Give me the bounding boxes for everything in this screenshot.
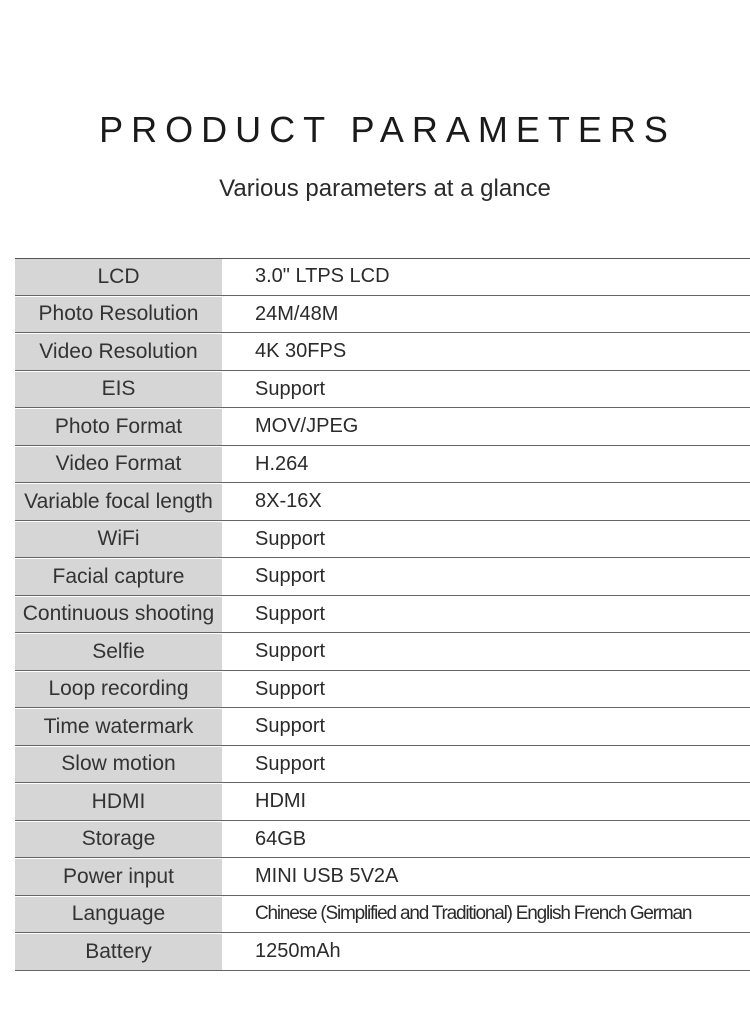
spec-label: Photo Resolution <box>15 297 222 333</box>
spec-value: Support <box>255 377 326 400</box>
spec-value: Support <box>255 602 326 625</box>
spec-label: Loop recording <box>15 672 222 708</box>
spec-value: 1250mAh <box>255 940 341 963</box>
spec-label: HDMI <box>15 784 222 820</box>
spec-row-video-format <box>15 447 750 484</box>
spec-label: Slow motion <box>15 747 222 783</box>
spec-row-wifi <box>15 522 750 559</box>
spec-value: 3.0" LTPS LCD <box>255 265 390 288</box>
spec-value: H.264 <box>255 452 309 475</box>
spec-label: Power input <box>15 859 222 895</box>
spec-value: 24M/48M <box>255 302 339 325</box>
spec-label: Video Format <box>15 447 222 483</box>
spec-row-continuous-shooting <box>15 597 750 634</box>
spec-label: Battery <box>15 934 222 970</box>
spec-label: Selfie <box>15 634 222 670</box>
spec-value: MOV/JPEG <box>255 415 359 438</box>
spec-value: Support <box>255 752 326 775</box>
spec-label: Variable focal length <box>15 484 222 520</box>
page-subtitle: Various parameters at a glance <box>219 175 551 202</box>
spec-row-storage <box>15 822 750 859</box>
spec-row-photo-format <box>15 409 750 446</box>
spec-label: Language <box>15 897 222 933</box>
spec-label: LCD <box>15 259 222 295</box>
spec-value: 4K 30FPS <box>255 340 347 363</box>
spec-value: Support <box>255 715 326 738</box>
spec-row-hdmi <box>15 784 750 821</box>
spec-row-loop-recording <box>15 672 750 709</box>
spec-row-time-watermark <box>15 709 750 746</box>
spec-row-photo-resolution <box>15 297 750 334</box>
spec-label: Continuous shooting <box>15 597 222 633</box>
spec-value: 64GB <box>255 827 307 850</box>
spec-label: Photo Format <box>15 409 222 445</box>
spec-value: Support <box>255 640 326 663</box>
spec-label: EIS <box>15 372 222 408</box>
spec-row-eis <box>15 372 750 409</box>
page-title: PRODUCT PARAMETERS <box>99 109 676 150</box>
spec-label: Time watermark <box>15 709 222 745</box>
spec-value: Support <box>255 527 326 550</box>
spec-row-language <box>15 897 750 934</box>
spec-table <box>15 258 750 971</box>
spec-value: Support <box>255 677 326 700</box>
spec-row-power-input <box>15 859 750 896</box>
spec-label: Video Resolution <box>15 334 222 370</box>
spec-row-slow-motion <box>15 747 750 784</box>
spec-label: Storage <box>15 822 222 858</box>
spec-value: 8X-16X <box>255 490 322 513</box>
spec-value: Support <box>255 565 326 588</box>
spec-value: MINI USB 5V2A <box>255 865 399 888</box>
spec-row-selfie <box>15 634 750 671</box>
spec-label: WiFi <box>15 522 222 558</box>
spec-value: HDMI <box>255 790 307 813</box>
spec-row-lcd <box>15 259 750 296</box>
spec-row-variable-focal-length <box>15 484 750 521</box>
spec-row-battery <box>15 934 750 971</box>
spec-value: Chinese (Simplified and Traditional) English French German <box>255 903 692 925</box>
spec-row-video-resolution <box>15 334 750 371</box>
spec-row-facial-capture <box>15 559 750 596</box>
spec-label: Facial capture <box>15 559 222 595</box>
